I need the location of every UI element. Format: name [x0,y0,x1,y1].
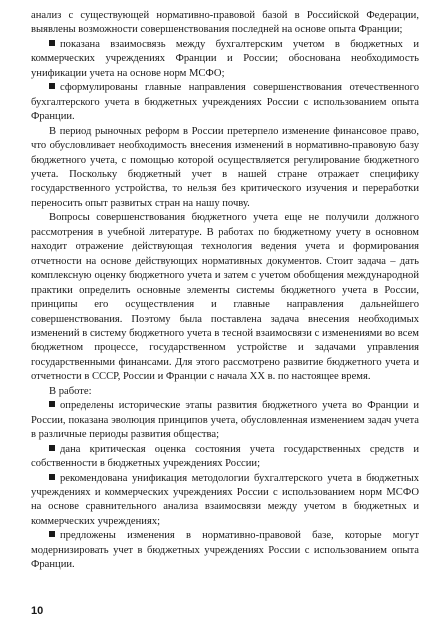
bullet-text: определены исторические этапы развития бюджетного учета во Франции и России, показана эволюция принципов учета, обусловленная изменением задач учета в различные периоды развития общества; [31,400,419,441]
bullet-text: сформулированы главные направления совершенствования отечественного бухгалтерского учета в бюджетных учреждениях России с использованием опыта Франции. [31,82,419,123]
square-bullet-icon [49,531,55,537]
paragraph: Вопросы совершенствования бюджетного учета еще не получили должного рассмотрения в учебной литературе. В работах по бюджетному учету в основном находит отражение действующая технология ведения учета и формирования отчетности на основе действующих нормативных документов. Стоит задача – дать комплексную оценку бюджетного учета и затем с учетом обобщения международной практики определить основные элементы системы бюджетного учета в России, принципы его осуществления и главные направления дальнейшего совершенствования. Поэтому была поставлена задача внесения необходимых изменений в систему бюджетного учета в тесной взаимосвязи с изменениями во всем бюджетном процессе, государственном устройстве и задачами управления государственными финансами. Для этого рассмотрено развитие бюджетного учета и отчетности в СССР, России и Франции с начала XX в. по настоящее время. [31,212,419,383]
paragraph: В работе: [49,385,92,397]
square-bullet-icon [49,445,55,451]
bullet-text: дана критическая оценка состояния учета государственных средств и собственности в бюджетных учреждениях России; [31,443,419,470]
page-body [31,9,419,573]
bullet-text: показана взаимосвязь между бухгалтерским учетом в бюджетных и коммерческих учреждениях Франции и России; обоснована необходимость унификации учета на основе норм МСФО; [31,38,419,79]
paragraph-continuation: анализ с существующей нормативно-правовой базой в Российской Федерации, выявлены возможности совершенствования последней на основе опыта Франции; [31,10,419,36]
square-bullet-icon [49,474,55,480]
bullet-item [31,81,419,124]
paragraph: В период рыночных реформ в России претерпело изменение финансовое право, что обусловливает необходимость внесения изменений в нормативно-правовую базу бюджетного учета, с помощью которой осуществляется регулирование бюджетного учета. Поскольку бюджетный учет в нашей стране отражает специфику государственного устройства, то нельзя без критического изучения и переработки переносить опыт развитых стран на нашу почву. [31,125,419,209]
square-bullet-icon [49,401,55,407]
bullet-item [31,399,419,442]
square-bullet-icon [49,83,55,89]
bullet-text: предложены изменения в нормативно-правовой базе, которые могут модернизировать учет в бюджетных учреждениях России с использованием опыта Франции. [31,530,419,571]
page-number: 10 [31,605,44,617]
bullet-item [31,443,419,472]
bullet-text: рекомендована унификация методологии бухгалтерского учета в бюджетных учреждениях и коммерческих учреждениях России с использованием норм МСФО на основе сравнительного анализа взаимосвязи между учетом в бюджетных и коммерческих учреждениях; [31,472,419,527]
bullet-item [31,529,419,572]
bullet-item [31,472,419,530]
square-bullet-icon [49,40,55,46]
bullet-item [31,38,419,81]
